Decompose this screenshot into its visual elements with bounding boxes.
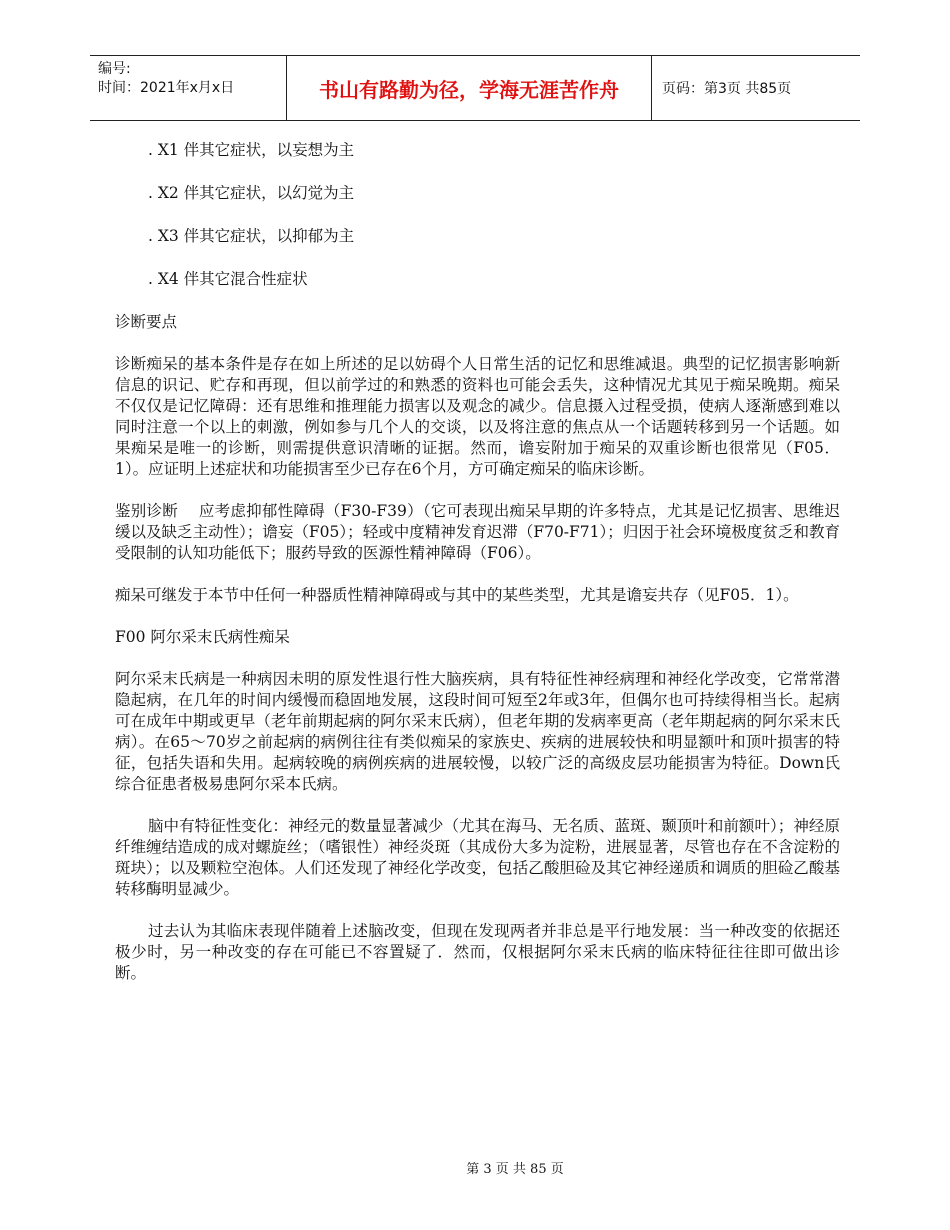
header-meta	[90, 56, 286, 120]
paragraph: 过去认为其临床表现伴随着上述脑改变，但现在发现两者并非总是平行地发展：当一种改变的依据还极少时，另一种改变的存在可能已不容置疑了．然而，仅根据阿尔采末氏病的临床特征往往即可做出诊断。	[115, 922, 840, 982]
section-heading-diagnosis: 诊断要点	[115, 313, 178, 331]
page-header	[90, 55, 860, 121]
list-item: . X1 伴其它症状，以妄想为主	[148, 141, 355, 159]
section-heading-f00: F00 阿尔采末氏病性痴呆	[115, 628, 290, 646]
paragraph: 阿尔采末氏病是一种病因未明的原发性退行性大脑疾病，具有特征性神经病理和神经化学改变，它常常潜隐起病，在几年的时间内缓慢而稳固地发展，这段时间可短至2年或3年，但偶尔也可持续得相当长。起病可在成年中期或更早（老年前期起病的阿尔采末氏病），但老年期的发病率更高（老年期起病的阿尔采末氏病）。在65～70岁之前起病的病例往往有类似痴呆的家族史、疾病的进展较快和明显额叶和顶叶损害的特征，包括失语和失用。起病较晚的病例疾病的进展较慢，以较广泛的高级皮层功能损害为特征。Down氏综合征患者极易患阿尔采本氏病。	[115, 670, 840, 793]
paragraph-differential-diagnosis: 鉴别诊断 应考虑抑郁性障碍（F30-F39）（它可表现出痴呆早期的许多特点，尤其是记忆损害、思维迟缓以及缺乏主动性）；谵妄（F05）；轻或中度精神发育迟滞（F70-F71）；归因于社会环境极度贫乏和教育受限制的认知功能低下；服药导致的医源性精神障碍（F06）。	[115, 502, 840, 562]
list-item: . X3 伴其它症状，以抑郁为主	[148, 227, 355, 245]
list-item: . X2 伴其它症状，以幻觉为主	[148, 184, 355, 202]
page-footer: 第 3 页 共 85 页	[466, 1162, 564, 1177]
header-motto: 书山有路勤为径，学海无涯苦作舟	[286, 56, 652, 120]
list-item: . X4 伴其它混合性症状	[148, 270, 308, 288]
document-body	[115, 140, 840, 1005]
paragraph: 脑中有特征性变化：神经元的数量显著减少（尤其在海马、无名质、蓝斑、颞顶叶和前额叶）；神经原纤维缠结造成的成对螺旋丝；（嗜银性）神经炎斑（其成份大多为淀粉，进展显著，尽管也存在不含淀粉的斑块）；以及颗粒空泡体。人们还发现了神经化学改变，包括乙酸胆硷及其它神经递质和调质的胆硷乙酸基转移酶明显减少。	[115, 817, 840, 898]
document-number-label: 编号:	[98, 61, 131, 77]
paragraph: 痴呆可继发于本节中任何一种器质性精神障碍或与其中的某些类型，尤其是谵妄共存（见F05．1）。	[115, 586, 799, 604]
header-page-number: 页码：第3页 共85页	[662, 81, 792, 97]
paragraph: 诊断痴呆的基本条件是存在如上所述的足以妨碍个人日常生活的记忆和思维减退。典型的记忆损害影响新信息的识记、贮存和再现，但以前学过的和熟悉的资料也可能会丢失，这种情况尤其见于痴呆晚期。痴呆不仅仅是记忆障碍：还有思维和推理能力损害以及观念的减少。信息摄入过程受损，使病人逐渐感到难以同时注意一个以上的刺激，例如参与几个人的交谈，以及将注意的焦点从一个话题转移到另一个话题。如果痴呆是唯一的诊断，则需提供意识清晰的证据。然而，谵妄附加于痴呆的双重诊断也很常见（F05．1）。应证明上述症状和功能损害至少已存在6个月，方可确定痴呆的临床诊断。	[115, 355, 840, 478]
document-time: 时间：2021年x月x日	[98, 80, 235, 96]
